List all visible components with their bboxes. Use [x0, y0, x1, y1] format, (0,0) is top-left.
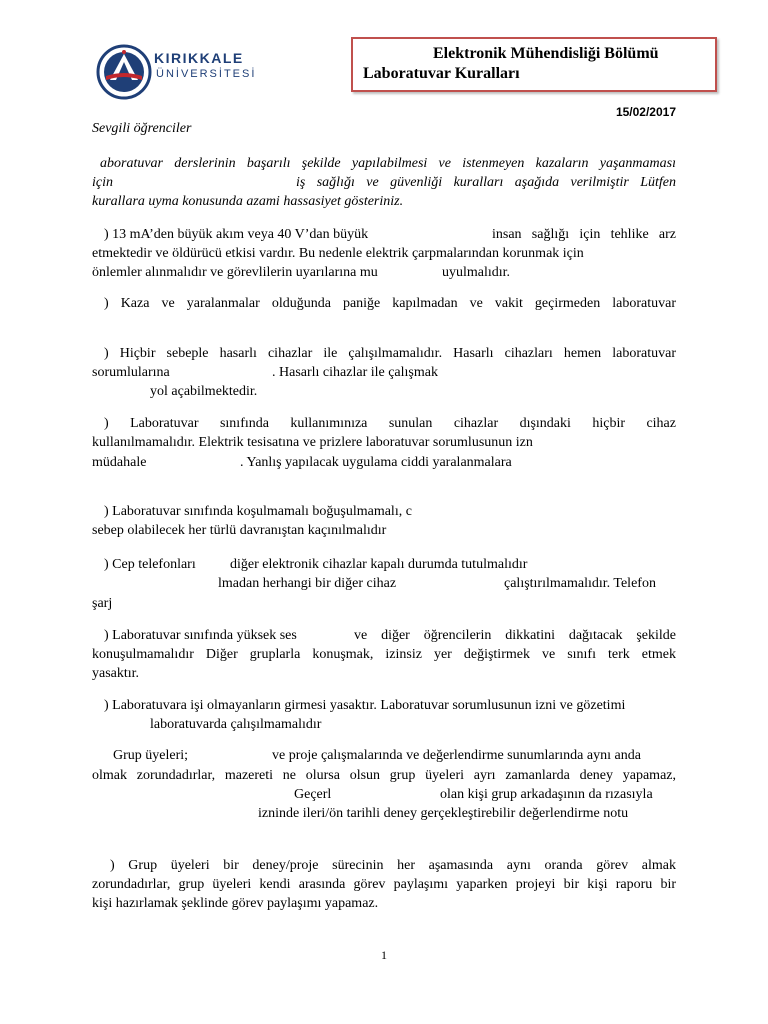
rule1-line-1b: insan sağlığı için tehlike arz [492, 227, 676, 242]
rule7-line-3: yasaktır. [92, 666, 140, 681]
rule9-line-2: olmak zorundadırlar, mazereti ne olursa olsun grup üyeleri ayrı zamanlarda deney yapamaz, [92, 768, 676, 783]
logo-subtitle: ÜNİVERSİTESİ [156, 68, 257, 80]
rule7-line-1a: ) Laboratuvar sınıfında yüksek ses [104, 628, 297, 643]
header-department: Elektronik Mühendisliği Bölümü [433, 45, 659, 62]
rule1-line-2: etmektedir ve öldürücü etkisi vardır. Bu nedenle elektrik çarpmalarından korunmak için [92, 246, 584, 261]
page-number: 1 [381, 948, 387, 962]
rule7-line-2: konuşulmamalıdır Diğer gruplarla konuşmak, izinsiz yer değiştirmek ve sınıfı terk etmek [92, 647, 676, 662]
rule3-line-3: yol açabilmektedir. [150, 384, 258, 399]
rule3-line-2b: . Hasarlı cihazlar ile çalışmak [272, 365, 438, 380]
rule9-line-1b: ve proje çalışmalarında ve değerlendirme sunumlarında aynı anda [272, 748, 641, 763]
rule2-line-1: ) Kaza ve yaralanmalar olduğunda paniğe kapılmadan ve vakit geçirmeden laboratuvar [104, 296, 676, 311]
rule1-line-3a: önlemler alınmalıdır ve görevlilerin uyarılarına mu [92, 265, 378, 280]
header-title: Laboratuvar Kuralları [363, 65, 520, 82]
intro-line-3: kurallara uyma konusunda azami hassasiyet gösteriniz. [92, 194, 404, 209]
rule5-line-2: sebep olabilecek her türlü davranıştan kaçınılmalıdır [92, 523, 387, 538]
rule3-line-1: ) Hiçbir sebeple hasarlı cihazlar ile çalışılmamalıdır. Hasarlı cihazları hemen laboratuvar [104, 346, 676, 361]
rule10-line-3: kişi hazırlamak şeklinde görev paylaşımı yapamaz. [92, 896, 379, 911]
intro-line-1: aboratuvar derslerinin başarılı şekilde yapılabilmesi ve istenmeyen kazaların yaşanmaması [100, 156, 676, 171]
rule3-line-2a: sorumlularına [92, 365, 170, 380]
rule6-line-2b: çalıştırılmamalıdır. Telefon [504, 576, 656, 591]
intro-line-2b: iş sağlığı ve güvenliği kuralları aşağıda verilmiştir Lütfen [296, 175, 676, 190]
rule4-line-2: kullanılmamalıdır. Elektrik tesisatına ve prizlere laboratuvar sorumlusunun izn [92, 435, 533, 450]
rule5-line-1: ) Laboratuvar sınıfında koşulmamalı boğuşulmamalı, c [104, 504, 412, 519]
rule4-line-1: ) Laboratuvar sınıfında kullanımınıza sunulan cihazlar dışındaki hiçbir cihaz [104, 416, 676, 431]
header-box [351, 37, 717, 92]
rule6-line-1a: ) Cep telefonları [104, 557, 196, 572]
rule6-line-1b: diğer elektronik cihazlar kapalı durumda tutulmalıdır [230, 557, 528, 572]
logo-name: KIRIKKALE [154, 50, 244, 66]
rule6-line-3: şarj [92, 596, 113, 611]
university-logo [96, 40, 256, 104]
rule8-line-2: laboratuvarda çalışılmamalıdır [150, 717, 322, 732]
rule10-line-1: ) Grup üyeleri bir deney/proje sürecinin her aşamasında aynı oranda görev almak [110, 858, 676, 873]
rule8-line-1: ) Laboratuvara işi olmayanların girmesi yasaktır. Laboratuvar sorumlusunun izni ve gözetimi [104, 698, 626, 713]
rule10-line-2: zorundadırlar, grup üyeleri kendi arasında görev paylaşımı yaparken projeyi bir kişi raporu bir [92, 877, 676, 892]
rule7-line-1b: ve diğer öğrencilerin dikkatini dağıtacak şekilde [354, 628, 676, 643]
rule9-line-1a: Grup üyeleri; [113, 748, 189, 763]
rule9-line-4: izninde ileri/ön tarihli deney gerçekleştirebilir değerlendirme notu [258, 806, 629, 821]
rule1-line-3b: uyulmalıdır. [442, 265, 511, 280]
rule4-line-3b: . Yanlış yapılacak uygulama ciddi yaralanmalara [240, 455, 512, 470]
document-date: 15/02/2017 [615, 105, 676, 119]
rule4-line-3a: müdahale [92, 455, 147, 470]
intro-line-2a: için [92, 175, 113, 190]
rule6-line-2a: lmadan herhangi bir diğer cihaz [218, 576, 397, 591]
rule1-line-1a: ) 13 mA’den büyük akım veya 40 V’dan büyük [104, 227, 369, 242]
rule9-line-3a: Geçerl [294, 787, 332, 802]
rule9-line-3b: olan kişi grup arkadaşının da rızasıyla [440, 787, 653, 802]
university-seal-icon [96, 40, 152, 104]
greeting: Sevgili öğrenciler [92, 121, 192, 136]
